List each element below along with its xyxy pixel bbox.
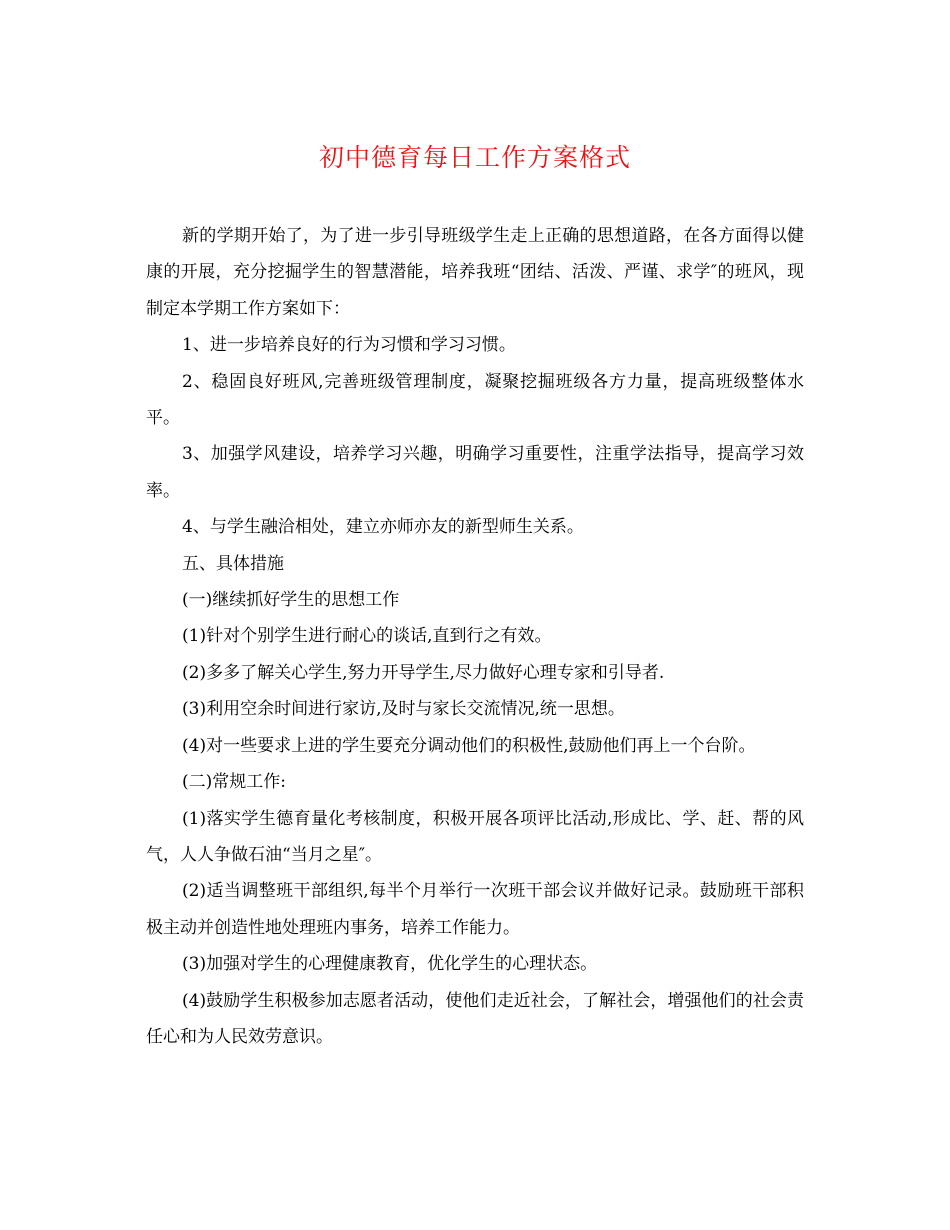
thought-work-item-2: (2)多多了解关心学生,努力开导学生,尽力做好心理专家和引导者. xyxy=(182,662,665,683)
document-body xyxy=(146,218,804,1055)
routine-work-item-1: (1)落实学生德育量化考核制度，积极开展各项评比活动,形成比、学、赶、帮的风气，人人争做石油“当月之星″。 xyxy=(146,808,804,865)
routine-work-item-2: (2)适当调整班干部组织,每半个月举行一次班干部会议并做好记录。鼓励班干部积极主动并创造性地处理班内事务，培养工作能力。 xyxy=(146,881,804,938)
goal-item-3: 3、加强学风建设，培养学习兴趣，明确学习重要性，注重学法指导，提高学习效率。 xyxy=(146,444,804,501)
thought-work-item-1: (1)针对个别学生进行耐心的谈话,直到行之有效。 xyxy=(182,626,552,647)
goal-item-4: 4、与学生融洽相处，建立亦师亦友的新型师生关系。 xyxy=(182,517,584,538)
thought-work-item-3: (3)利用空余时间进行家访,及时与家长交流情况,统一思想。 xyxy=(182,699,625,720)
goal-item-1: 1、进一步培养良好的行为习惯和学习习惯。 xyxy=(182,335,516,356)
document-title: 初中德育每日工作方案格式 xyxy=(318,143,631,172)
routine-work-item-4: (4)鼓励学生积极参加志愿者活动，使他们走近社会，了解社会，增强他们的社会责任心和为人民效劳意识。 xyxy=(146,990,804,1047)
section-heading-measures: 五、具体措施 xyxy=(182,553,284,574)
goal-item-2: 2、稳固良好班风,完善班级管理制度，凝聚挖掘班级各方力量，提高班级整体水平。 xyxy=(146,371,804,429)
routine-work-item-3: (3)加强对学生的心理健康教育，优化学生的心理状态。 xyxy=(182,954,598,975)
subsection-heading-routine-work: (二)常规工作: xyxy=(182,772,286,793)
intro-paragraph: 新的学期开始了，为了进一步引导班级学生走上正确的思想道路，在各方面得以健康的开展，充分挖掘学生的智慧潜能，培养我班“团结、活泼、严谨、求学″的班风，现制定本学期工作方案如下： xyxy=(146,226,804,319)
thought-work-item-4: (4)对一些要求上进的学生要充分调动他们的积极性,鼓励他们再上一个台阶。 xyxy=(182,735,756,756)
subsection-heading-thought-work: (一)继续抓好学生的思想工作 xyxy=(182,590,400,611)
